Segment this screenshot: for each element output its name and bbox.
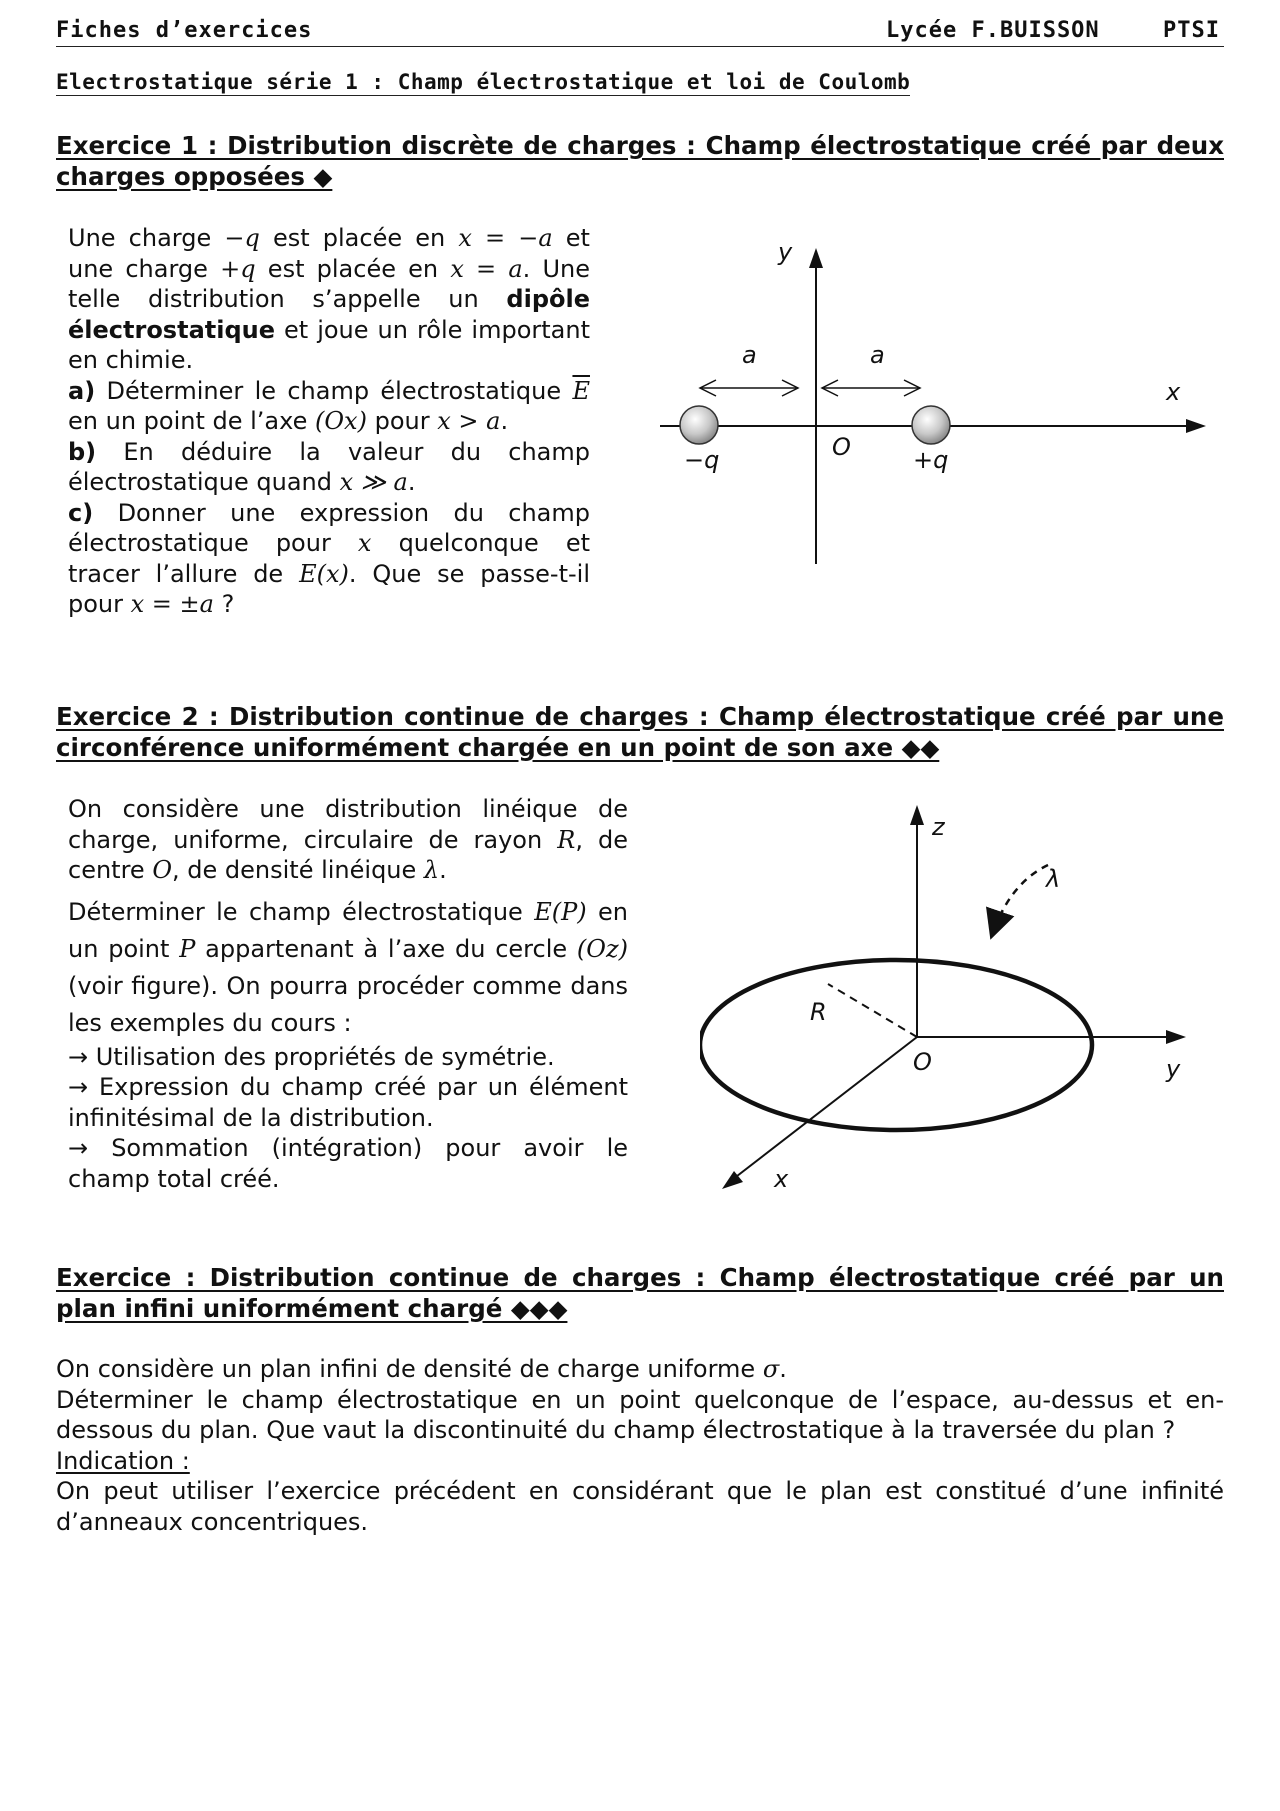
exercise-1-question-a: a) Déterminer le champ électrostatique $\overline{E}$ en un point de l’axe (Ox) pour x > a. xyxy=(68,376,590,435)
ring-diagram xyxy=(700,795,1210,1215)
exercise-1-question-c: c) Donner une expression du champ électrostatique pour x quelconque et tracer l’allure de E(x). Que se passe-t-il pour x = ±a ? xyxy=(68,498,590,618)
y-axis-label: y xyxy=(778,238,793,266)
exercise-3-title: Exercice : Distribution continue de charges : Champ électrostatique créé par un plan infini uniformément chargé ◆◆◆ xyxy=(56,1263,1224,1323)
x-axis-arrowhead xyxy=(1186,419,1206,433)
header-lycee: Lycée F.BUISSON xyxy=(886,18,1100,43)
exercise-1-text xyxy=(68,223,590,620)
negative-charge xyxy=(680,406,718,444)
exercise-2-para-2: Déterminer le champ électrostatique E(P) en un point P appartenant à l’axe du cercle (Oz) (voir figure). On pourra procéder comme dans les exemples du cours : xyxy=(68,897,628,1037)
exercise-1-question-b: b) En déduire la valeur du champ électrostatique quand x ≫ a. xyxy=(68,437,590,496)
exercise-3-indication: Indication : xyxy=(56,1446,190,1475)
header-fiches: Fiches d’exercices xyxy=(56,18,313,43)
exercise-2-step-1: → Utilisation des propriétés de symétrie. xyxy=(68,1042,555,1071)
serie-title: Electrostatique série 1 : Champ électrostatique et loi de Coulomb xyxy=(56,70,911,94)
z-axis-arrowhead xyxy=(910,805,924,825)
exercise-2-text xyxy=(68,794,628,1194)
x-axis-label: x xyxy=(774,1165,789,1193)
exercise-2-para-1: On considère une distribution linéique de charge, uniforme, circulaire de rayon R, de centre O, de densité linéique λ. xyxy=(68,795,628,884)
x-axis-label: x xyxy=(1166,378,1181,406)
positive-charge xyxy=(912,406,950,444)
lambda-label: λ xyxy=(1046,865,1061,893)
lambda-arrow xyxy=(992,865,1048,935)
exercise-1-title: Exercice 1 : Distribution discrète de charges : Champ électrostatique créé par deux charges opposées ◆ xyxy=(56,131,1224,191)
y-axis-arrowhead xyxy=(809,248,823,268)
charged-ring xyxy=(700,960,1092,1130)
header-ptsi: PTSI xyxy=(1163,18,1220,43)
origin-label: O xyxy=(913,1048,932,1076)
exercise-3-line-1: On considère un plan infini de densité de charge uniforme σ. xyxy=(56,1355,787,1383)
x-axis xyxy=(728,1037,917,1183)
exercise-3-line-3: On peut utiliser l’exercice précédent en considérant que le plan est constitué d’une infinité d’anneaux concentriques. xyxy=(56,1477,1224,1536)
exercise-3-text xyxy=(56,1354,1224,1537)
distance-a-right-label: a xyxy=(870,341,885,369)
page-header xyxy=(56,18,1224,47)
positive-charge-label: +q xyxy=(913,446,949,474)
exercise-1-intro: Une charge −q est placée en x = −a et une charge +q est placée en x = a. Une telle distribution s’appelle un dipôle électrostatique et joue un rôle important en chimie. xyxy=(68,224,591,374)
y-axis-label: y xyxy=(1166,1055,1181,1083)
dipole-diagram xyxy=(650,230,1220,575)
radius-label: R xyxy=(810,998,827,1026)
exercise-2-step-3: → Sommation (intégration) pour avoir le champ total créé. xyxy=(68,1134,628,1193)
exercise-3-line-2: Déterminer le champ électrostatique en un point quelconque de l’espace, au-dessus et en-dessous du plan. Que vaut la discontinuité du champ électrostatique à la traversée du plan ? xyxy=(56,1385,1224,1444)
negative-charge-label: −q xyxy=(684,446,720,474)
radius-line xyxy=(828,984,917,1037)
origin-label: O xyxy=(832,433,851,461)
exercise-2-step-2: → Expression du champ créé par un élément infinitésimal de la distribution. xyxy=(68,1073,628,1132)
exercise-2-title: Exercice 2 : Distribution continue de charges : Champ électrostatique créé par une circonférence uniformément chargée en un point de son axe ◆◆ xyxy=(56,702,1224,762)
y-axis-arrowhead xyxy=(1166,1030,1186,1044)
z-axis-label: z xyxy=(932,813,945,841)
distance-a-left-label: a xyxy=(742,341,757,369)
